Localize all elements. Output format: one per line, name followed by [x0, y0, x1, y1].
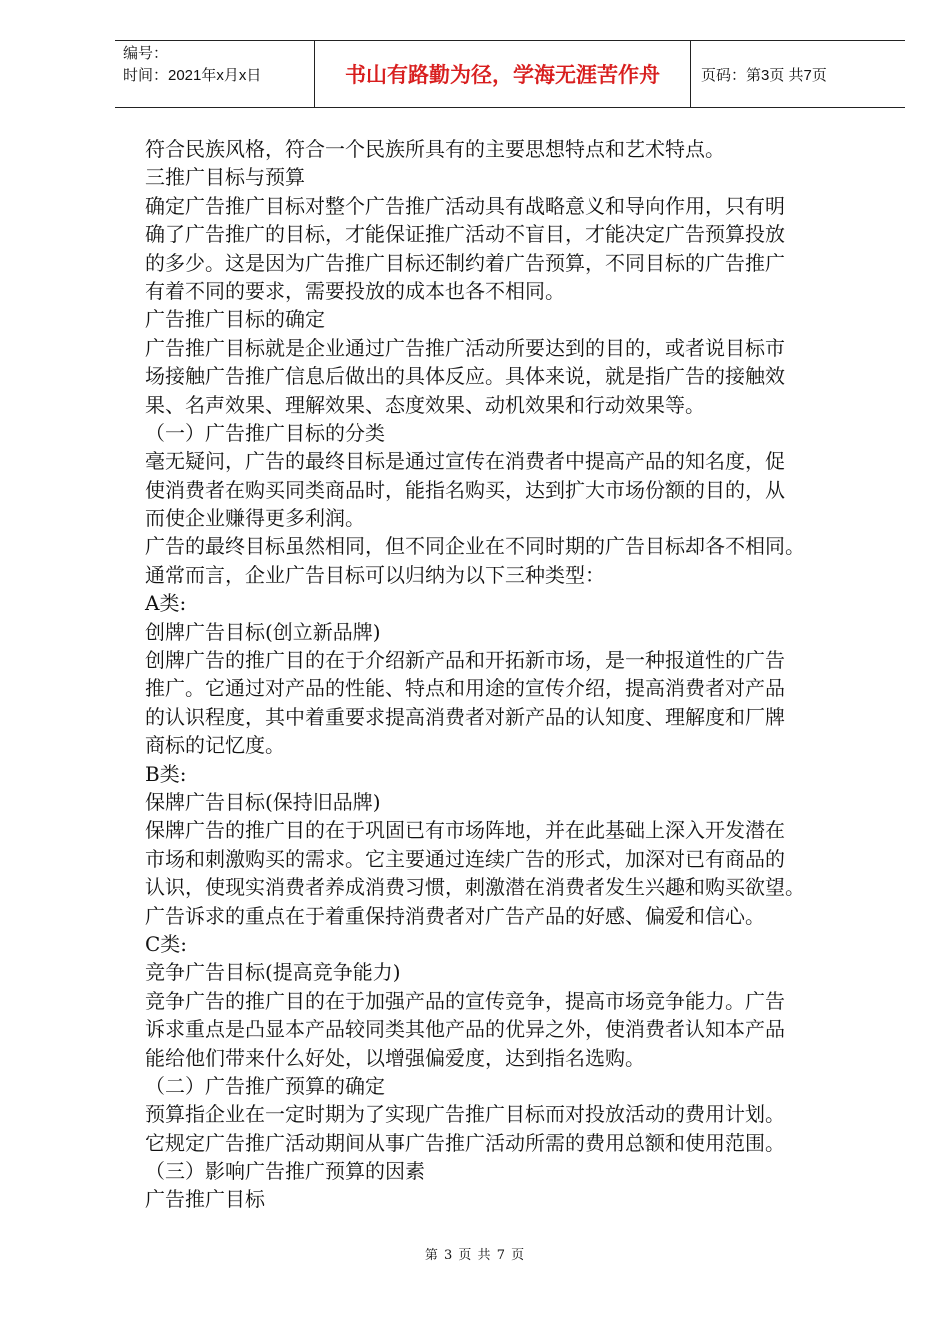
- text-line: 毫无疑问，广告的最终目标是通过宣传在消费者中提高产品的知名度，促: [145, 449, 785, 474]
- category-label: B类:: [145, 761, 187, 786]
- text-line: 的多少。这是因为广告推广目标还制约着广告预算，不同目标的广告推广: [145, 250, 785, 275]
- text-line: 推广。它通过对产品的性能、特点和用途的宣传介绍，提高消费者对产品: [145, 676, 785, 701]
- text-line: 广告的最终目标虽然相同，但不同企业在不同时期的广告目标却各不相同。: [145, 534, 805, 559]
- section-heading: 三推广目标与预算: [145, 165, 305, 190]
- text-line: 竞争广告的推广目的在于加强产品的宣传竞争，提高市场竞争能力。广告: [145, 988, 785, 1013]
- text-line: 的认识程度，其中着重要求提高消费者对新产品的认知度、理解度和厂牌: [145, 704, 785, 729]
- subsection-heading: （二）广告推广预算的确定: [145, 1073, 385, 1098]
- text-line: 广告诉求的重点在于着重保持消费者对广告产品的好感、偏爱和信心。: [145, 903, 765, 928]
- text-line: 商标的记忆度。: [145, 733, 285, 758]
- document-body: [145, 135, 885, 1214]
- text-line: 广告推广目标就是企业通过广告推广活动所要达到的目的，或者说目标市: [145, 335, 785, 360]
- page-header: [115, 40, 905, 108]
- text-line: 确定广告推广目标对整个广告推广活动具有战略意义和导向作用，只有明: [145, 193, 785, 218]
- time-label: 时间：2021年x月x日: [123, 67, 262, 84]
- category-title: 竞争广告目标(提高竞争能力): [145, 960, 401, 985]
- number-label: 编号：: [123, 45, 169, 62]
- header-page-info: 页码：第3页 共7页: [701, 66, 827, 84]
- text-line: 使消费者在购买同类商品时，能指名购买，达到扩大市场份额的目的，从: [145, 477, 785, 502]
- text-line: 通常而言，企业广告目标可以归纳为以下三种类型：: [145, 562, 605, 587]
- subsection-heading: （三）影响广告推广预算的因素: [145, 1159, 425, 1184]
- page-footer: 第 3 页 共 7 页: [424, 1248, 526, 1263]
- text-line: 能给他们带来什么好处，以增强偏爱度，达到指名选购。: [145, 1045, 645, 1070]
- text-line: 符合民族风格，符合一个民族所具有的主要思想特点和艺术特点。: [145, 137, 725, 161]
- text-line: 认识，使现实消费者养成消费习惯，刺激潜在消费者发生兴趣和购买欲望。: [145, 875, 805, 900]
- text-line: 确了广告推广的目标，才能保证推广活动不盲目，才能决定广告预算投放: [145, 222, 785, 247]
- category-title: 创牌广告目标(创立新品牌): [145, 619, 381, 644]
- text-line: 场接触广告推广信息后做出的具体反应。具体来说，就是指广告的接触效: [145, 364, 785, 389]
- text-line: 它规定广告推广活动期间从事广告推广活动所需的费用总额和使用范围。: [145, 1130, 785, 1155]
- text-line: 广告推广目标: [145, 1187, 265, 1212]
- subsection-heading: （一）广告推广目标的分类: [145, 420, 385, 445]
- subsection-heading: 广告推广目标的确定: [145, 307, 325, 332]
- text-line: 创牌广告的推广目的在于介绍新产品和开拓新市场，是一种报道性的广告: [145, 648, 785, 673]
- text-line: 保牌广告的推广目的在于巩固已有市场阵地，并在此基础上深入开发潜在: [145, 818, 785, 843]
- text-line: 市场和刺激购买的需求。它主要通过连续广告的形式，加深对已有商品的: [145, 846, 785, 871]
- category-label: C类:: [145, 931, 188, 956]
- text-line: 果、名声效果、理解效果、态度效果、动机效果和行动效果等。: [145, 392, 705, 417]
- category-label: A类:: [145, 591, 187, 616]
- text-line: 预算指企业在一定时期为了实现广告推广目标而对投放活动的费用计划。: [145, 1102, 785, 1127]
- header-motto: 书山有路勤为径，学海无涯苦作舟: [315, 41, 691, 107]
- text-line: 诉求重点是凸显本产品较同类其他产品的优异之外，使消费者认知本产品: [145, 1017, 785, 1042]
- header-meta: [115, 41, 315, 107]
- category-title: 保牌广告目标(保持旧品牌): [145, 789, 381, 814]
- text-line: 有着不同的要求，需要投放的成本也各不相同。: [145, 278, 565, 303]
- text-line: 而使企业赚得更多利润。: [145, 506, 365, 531]
